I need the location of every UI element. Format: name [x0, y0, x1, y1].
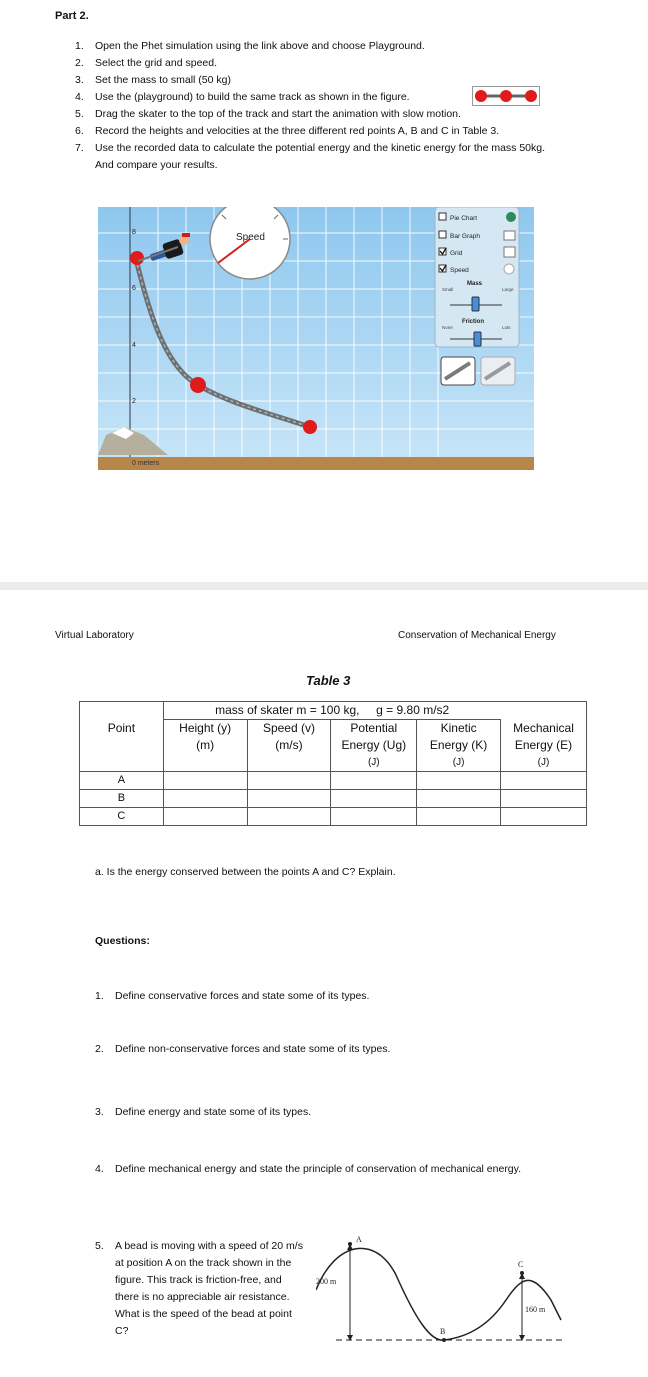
- point-b-marker[interactable]: [190, 377, 206, 393]
- question-3: 3. Define energy and state some of its types.: [95, 1106, 312, 1118]
- energy-table: [79, 701, 587, 826]
- step-item: [75, 123, 575, 140]
- page-separator: [0, 582, 648, 590]
- bar-graph-checkbox[interactable]: [439, 231, 446, 238]
- cell-empty[interactable]: [163, 790, 247, 808]
- table-row: [80, 790, 587, 808]
- step-number: 6.: [75, 125, 84, 137]
- mass-small-label: Small: [442, 287, 454, 292]
- cell-empty[interactable]: [417, 772, 501, 790]
- step-number: 7.: [75, 142, 84, 154]
- point-c-marker[interactable]: [303, 420, 317, 434]
- cell-empty[interactable]: [501, 790, 587, 808]
- question-2: 2. Define non-conservative forces and state some of its types.: [95, 1043, 391, 1055]
- table-caption: [163, 702, 500, 720]
- cell-empty[interactable]: [247, 808, 331, 826]
- gravity-caption: g = 9.80 m/s2: [376, 703, 450, 717]
- step-item: [75, 38, 575, 55]
- cell-empty[interactable]: [331, 808, 417, 826]
- header-kinetic-energy: Kinetic Energy (K) (J): [417, 720, 501, 772]
- bead-track-figure: [316, 1230, 566, 1350]
- skate-park-simulation: [98, 207, 534, 470]
- point-a-marker[interactable]: [130, 251, 144, 265]
- step-text: Drag the skater to the top of the track and start the animation with slow motion.: [95, 108, 461, 120]
- bar-graph-icon: [504, 231, 515, 240]
- header-height: Height (y) (m): [163, 720, 247, 772]
- cell-empty[interactable]: [501, 808, 587, 826]
- header-speed: Speed (v) (m/s): [247, 720, 331, 772]
- bead-label-b: B: [440, 1327, 446, 1336]
- bead-label-c: C: [518, 1260, 524, 1269]
- step-text: Record the heights and velocities at the three different red points A, B and C in Table 3.: [95, 125, 500, 137]
- row-point-b: B: [80, 790, 164, 808]
- cell-empty[interactable]: [247, 790, 331, 808]
- pie-chart-checkbox[interactable]: [439, 213, 446, 220]
- mass-label: Mass: [467, 281, 483, 287]
- bead-track-curve: [316, 1248, 561, 1340]
- bead-label-a: A: [356, 1235, 362, 1244]
- step-item: [75, 140, 555, 174]
- mass-caption: mass of skater m = 100 kg,: [215, 703, 360, 717]
- friction-none-label: None: [442, 325, 453, 330]
- speed-gauge-label: Speed: [236, 232, 265, 243]
- step-text: Open the Phet simulation using the link above and choose Playground.: [95, 40, 425, 52]
- y-label-4: 4: [132, 342, 136, 349]
- y-label-8: 8: [132, 229, 136, 236]
- question-a: a. Is the energy conserved between the points A and C? Explain.: [95, 866, 396, 878]
- friction-label: Friction: [462, 319, 484, 325]
- header-right: Conservation of Mechanical Energy: [398, 630, 556, 641]
- cell-empty[interactable]: [501, 772, 587, 790]
- pie-chart-icon: [506, 212, 516, 222]
- step-number: 3.: [75, 74, 84, 86]
- row-point-c: C: [80, 808, 164, 826]
- speedometer-gauge: [210, 207, 290, 279]
- cell-empty[interactable]: [163, 772, 247, 790]
- questions-heading: Questions:: [95, 935, 150, 947]
- page-two: [0, 590, 648, 1377]
- grid-icon: [504, 247, 515, 257]
- part-title: Part 2.: [55, 10, 89, 22]
- pie-chart-label: Pie Chart: [450, 215, 478, 222]
- friction-lots-label: Lots: [502, 325, 511, 330]
- zero-meters-label: 0 meters: [132, 460, 160, 467]
- mass-large-label: Large: [502, 287, 514, 292]
- table-row: [80, 808, 587, 826]
- cell-empty[interactable]: [417, 808, 501, 826]
- question-4: 4. Define mechanical energy and state the principle of conservation of mechanical energy.: [95, 1163, 522, 1175]
- bar-graph-label: Bar Graph: [450, 233, 480, 240]
- header-left: Virtual Laboratory: [55, 630, 134, 641]
- cell-empty[interactable]: [331, 772, 417, 790]
- step-item: [75, 106, 465, 123]
- step-item: [75, 55, 575, 72]
- question-1: 1. Define conservative forces and state some of its types.: [95, 990, 370, 1002]
- cell-empty[interactable]: [247, 772, 331, 790]
- page-one: [0, 0, 648, 582]
- step-number: 2.: [75, 57, 84, 69]
- y-label-6: 6: [132, 285, 136, 292]
- header-mechanical-energy: Mechanical Energy (E) (J): [501, 720, 587, 772]
- row-point-a: A: [80, 772, 164, 790]
- table-title: Table 3: [306, 673, 351, 688]
- cell-empty[interactable]: [163, 808, 247, 826]
- cell-empty[interactable]: [331, 790, 417, 808]
- grid-label: Grid: [450, 250, 463, 257]
- step-number: 5.: [75, 108, 84, 120]
- step-number: 4.: [75, 91, 84, 103]
- header-point: Point: [80, 720, 164, 772]
- y-label-2: 2: [132, 398, 136, 405]
- header-potential-energy: Potential Energy (Ug) (J): [331, 720, 417, 772]
- cell-empty[interactable]: [417, 790, 501, 808]
- ground: [98, 457, 534, 470]
- track-piece-icon: [472, 86, 540, 106]
- speed-option-label: Speed: [450, 267, 469, 274]
- question-5: 5. A bead is moving with a speed of 20 m/s at position A on the track shown in the figure. This track is friction-free, and there is no appreciable air resistance. What is the speed of the bead at point C?: [95, 1240, 303, 1337]
- mass-slider-thumb[interactable]: [472, 297, 479, 311]
- step-text: Use the recorded data to calculate the potential energy and the kinetic energy for the mass 50kg. And compare your results.: [95, 142, 546, 171]
- table-row: [80, 772, 587, 790]
- step-text: Use the (playground) to build the same track as shown in the figure.: [95, 91, 410, 103]
- friction-slider-thumb[interactable]: [474, 332, 481, 346]
- bead-height-200: 200 m: [316, 1277, 337, 1286]
- step-text: Set the mass to small (50 kg): [95, 74, 231, 86]
- bead-height-160: 160 m: [525, 1305, 546, 1314]
- step-number: 1.: [75, 40, 84, 52]
- speed-icon: [504, 264, 514, 274]
- control-panel: [435, 207, 519, 347]
- step-text: Select the grid and speed.: [95, 57, 218, 69]
